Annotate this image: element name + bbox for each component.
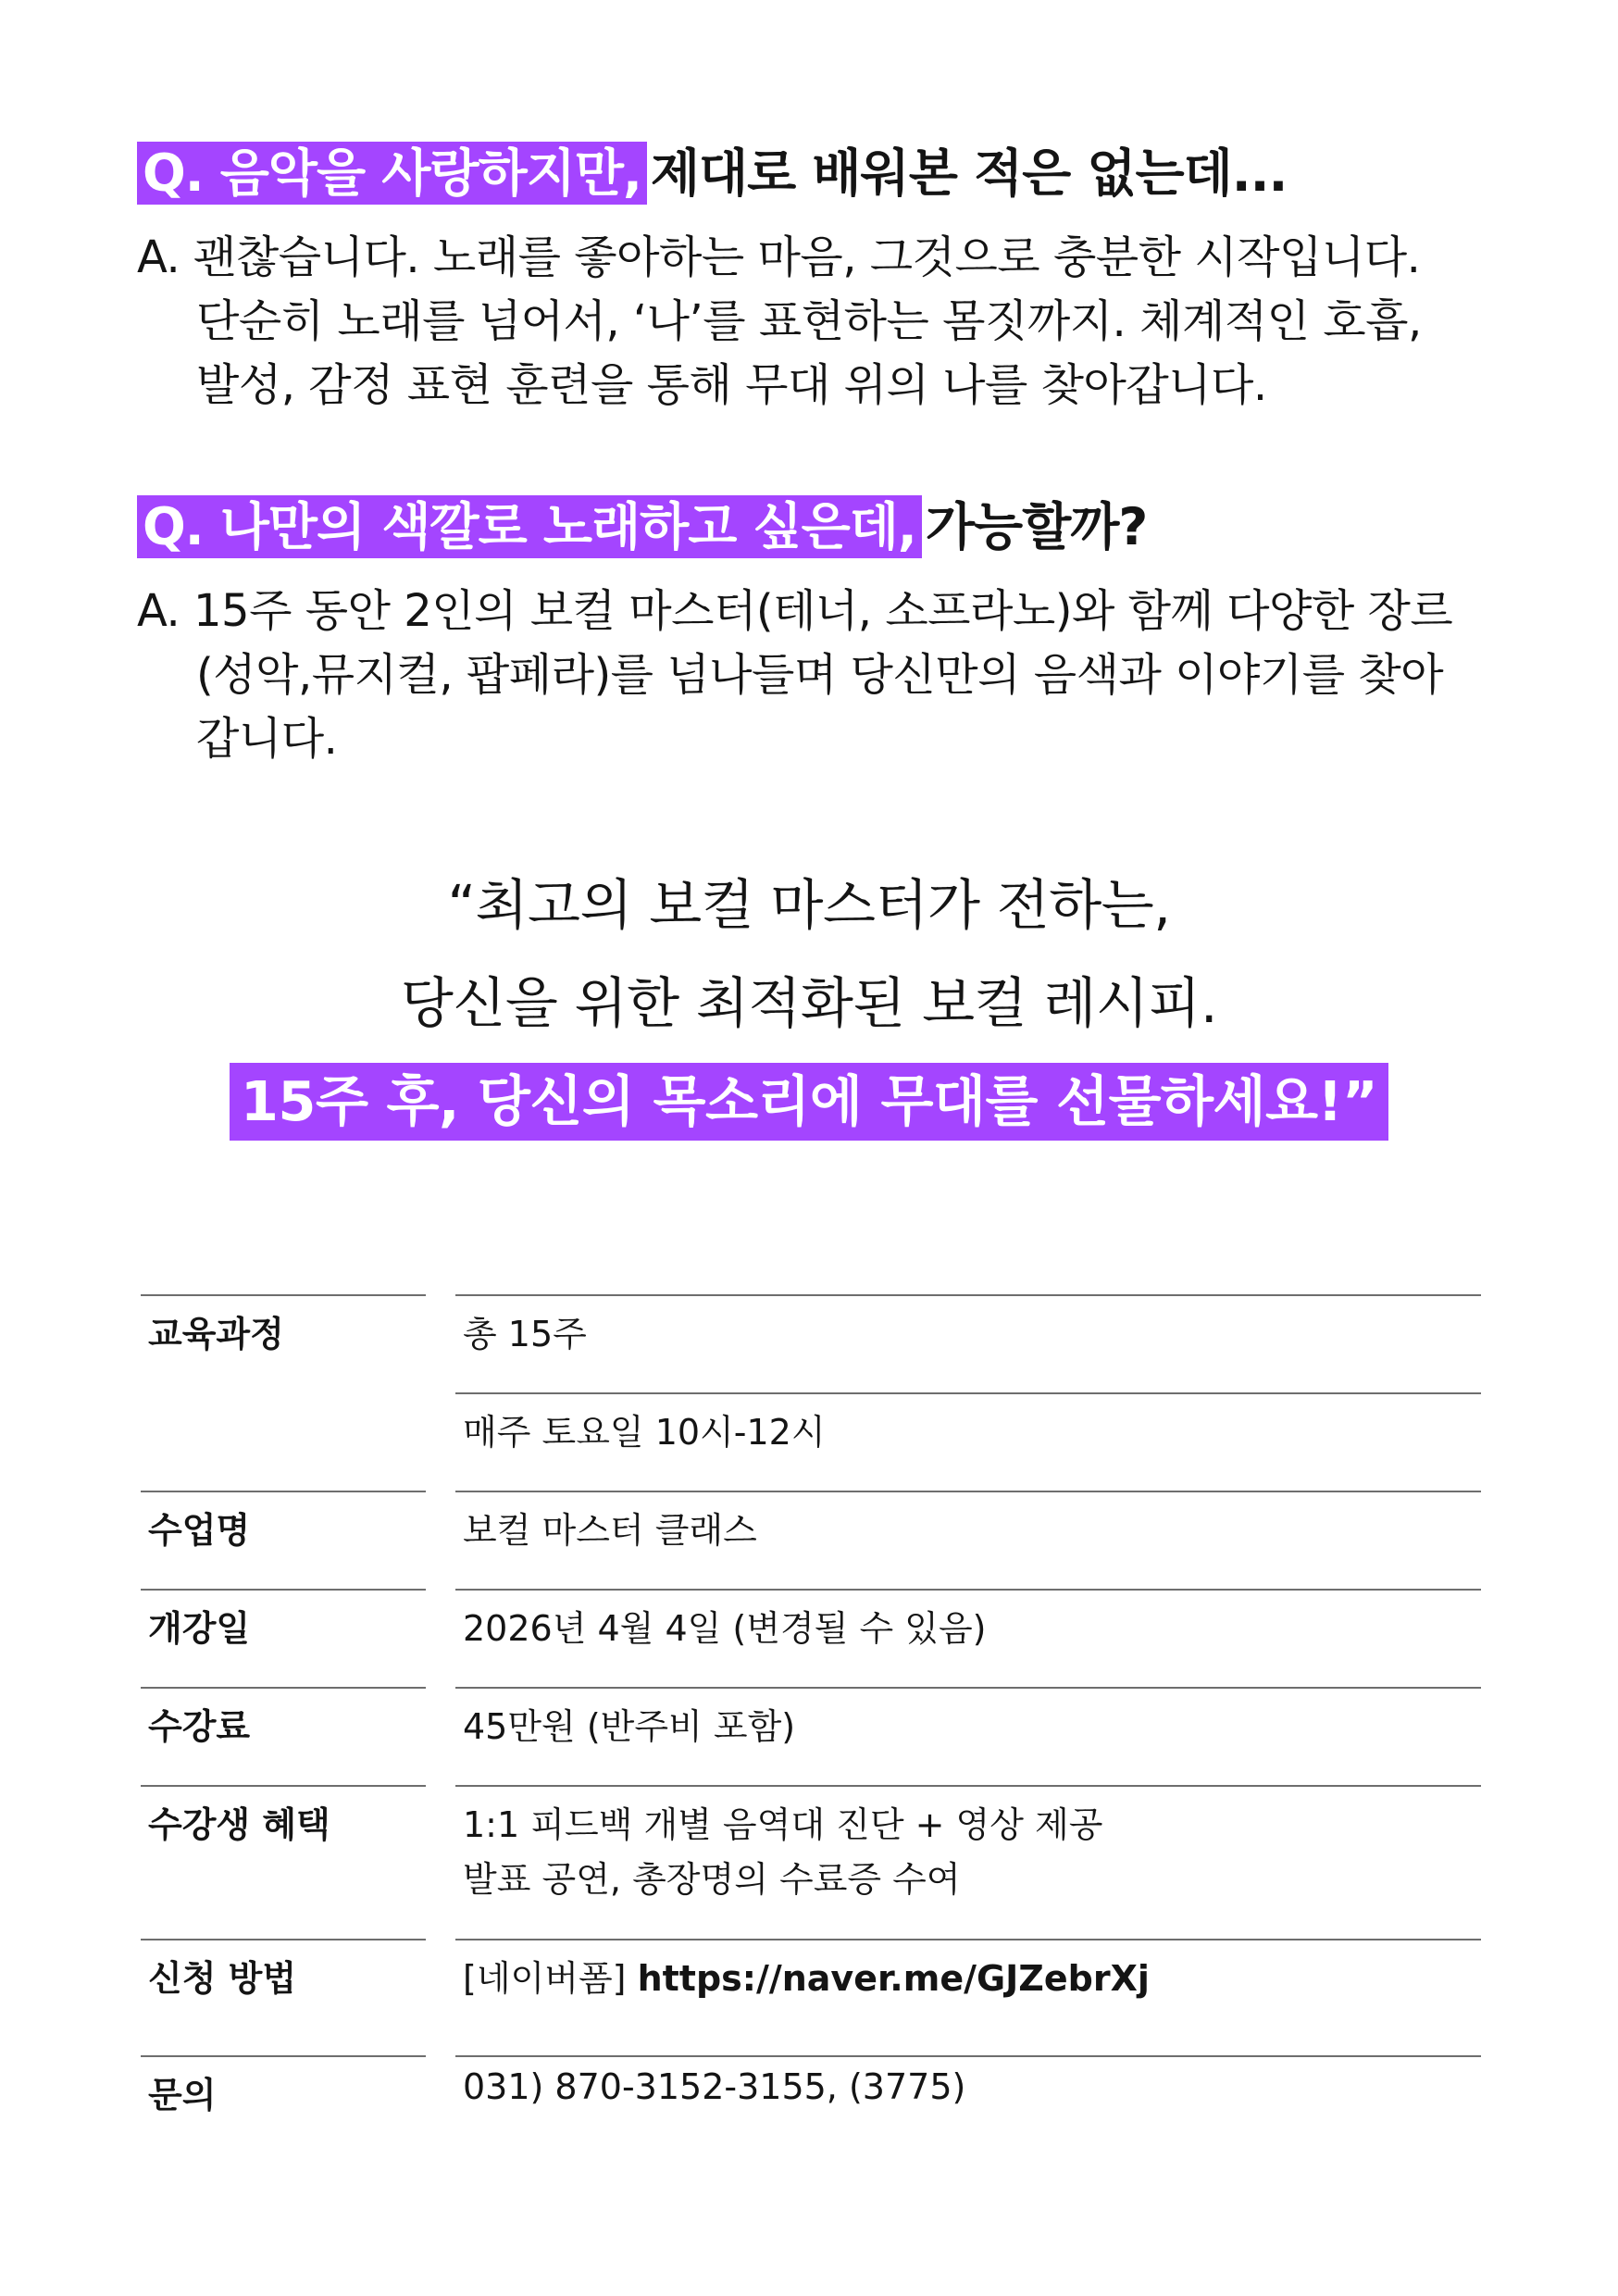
faq-item-2 <box>137 493 1481 771</box>
info-value: 45만원 (반주비 포함) <box>455 1687 1481 1785</box>
info-row-start-date <box>141 1589 1481 1687</box>
course-info-table <box>141 1294 1481 2153</box>
quote-line-2: 당신을 위한 최적화된 보컬 레시피. <box>400 971 1218 1035</box>
info-value: 1:1 피드백 개별 음역대 진단 + 영상 제공 발표 공연, 총장명의 수료증 수여 <box>455 1785 1481 1939</box>
faq-item-1 <box>137 139 1481 418</box>
faq-question-2 <box>137 493 1481 561</box>
faq-answer-1-line: 발성, 감정 표현 훈련을 통해 무대 위의 나를 찾아갑니다. <box>196 359 1267 411</box>
faq-answer-1 <box>137 226 1481 418</box>
info-row-fee <box>141 1687 1481 1785</box>
faq-question-2-rest: 가능할까? <box>925 497 1148 556</box>
faq-answer-1-line: 단순히 노래를 넘어서, ‘나’를 표현하는 몸짓까지. 체계적인 호흡, <box>196 295 1422 347</box>
faq-answer-2-line: 갑니다. <box>196 713 338 765</box>
faq-answer-2-line: A. 15주 동안 2인의 보컬 마스터(테너, 소프라노)와 함께 다양한 장르 <box>137 585 1453 637</box>
info-value <box>455 1939 1481 2055</box>
info-value: 보컬 마스터 클래스 <box>455 1491 1481 1589</box>
info-label: 수강생 혜택 <box>141 1785 426 1939</box>
info-value: 매주 토요일 10시-12시 <box>455 1392 1481 1491</box>
info-label: 개강일 <box>141 1589 426 1687</box>
faq-answer-2-line: (성악,뮤지컬, 팝페라)를 넘나들며 당신만의 음색과 이야기를 찾아 <box>196 649 1444 701</box>
info-label: 신청 방법 <box>141 1939 426 2055</box>
info-label: 교육과정 <box>141 1294 426 1491</box>
info-value: 031) 870-3152-3155, (3775) <box>455 2055 1481 2153</box>
faq-question-1-rest: 제대로 배워본 적은 없는데... <box>650 144 1288 203</box>
faq-answer-2 <box>137 580 1481 771</box>
quote-line-1: “최고의 보컬 마스터가 전하는, <box>447 873 1171 937</box>
info-label: 문의 <box>141 2055 426 2153</box>
info-row-class <box>141 1491 1481 1589</box>
faq-question-1 <box>137 139 1481 207</box>
info-value: 총 15주 <box>455 1294 1481 1392</box>
faq-answer-1-line: A. 괜찮습니다. 노래를 좋아하는 마음, 그것으로 충분한 시작입니다. <box>137 231 1421 283</box>
apply-url-link[interactable]: https://naver.me/GJZebrXj <box>637 1958 1150 1999</box>
info-row-course <box>141 1294 1481 1491</box>
quote-block <box>0 856 1618 1151</box>
quote-line-3-highlight: 15주 후, 당신의 목소리에 무대를 선물하세요!” <box>230 1063 1388 1141</box>
info-row-benefits <box>141 1785 1481 1939</box>
info-value: 2026년 4월 4일 (변경될 수 있음) <box>455 1589 1481 1687</box>
faq-question-2-highlight: Q. 나만의 색깔로 노래하고 싶은데, <box>137 495 922 558</box>
info-row-contact <box>141 2055 1481 2153</box>
info-label: 수강료 <box>141 1687 426 1785</box>
apply-form-label: [네이버폼] <box>463 1958 627 1999</box>
faq-question-1-highlight: Q. 음악을 사랑하지만, <box>137 142 647 205</box>
info-label: 수업명 <box>141 1491 426 1589</box>
info-row-apply <box>141 1939 1481 2055</box>
